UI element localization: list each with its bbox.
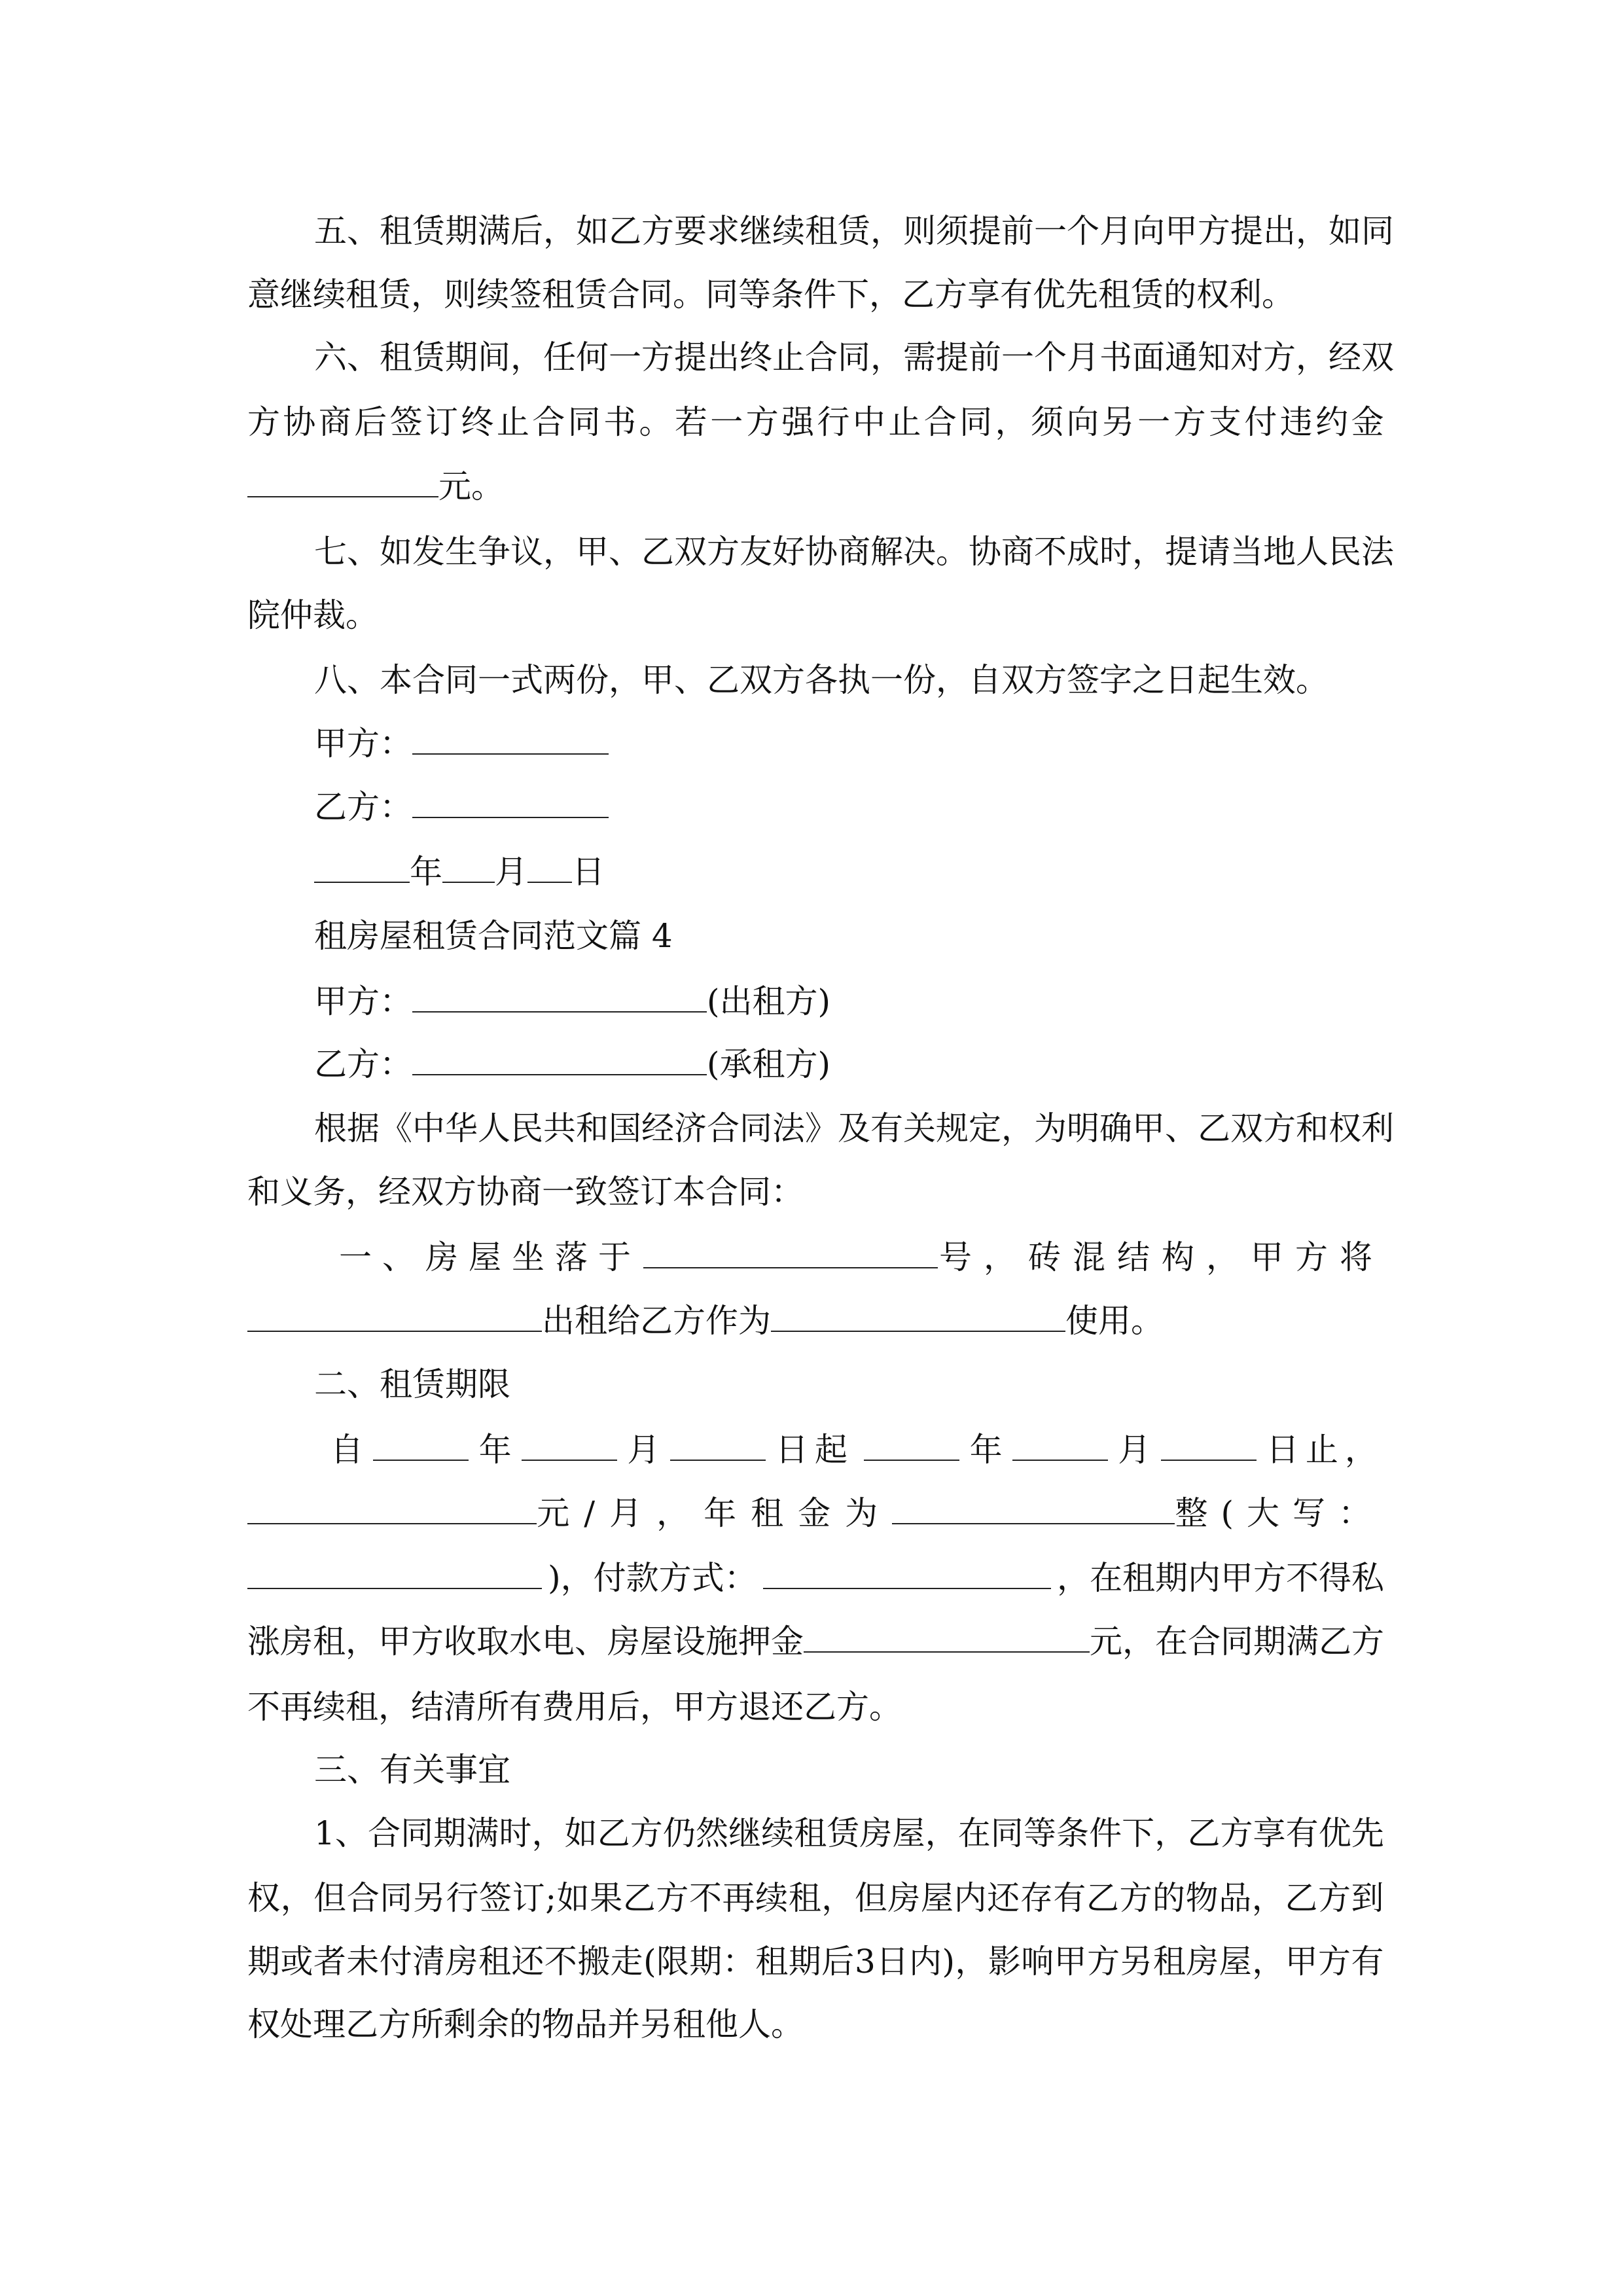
clause-2-title: 二、租赁期限 bbox=[314, 1365, 510, 1403]
party-a-line bbox=[314, 981, 1384, 1020]
term-line bbox=[330, 1429, 1384, 1469]
end-year-blank[interactable] bbox=[864, 1429, 959, 1461]
paragraph-7-line-1: 七 、 如 发 生 争 议 ， 甲 、 乙 双 方 友 好 协 商 解 决 。 协 商 不 成 时 ， 提 请 当 地 人 民 法 bbox=[314, 533, 1394, 571]
clause-3-1-line-2: 权 ， 但 合 同 另 行 签 订 ; 如 果 乙 方 不 再 续 租 ， 但 房 屋 内 还 存 有 乙 方 的 物 品 ， 乙 方 到 bbox=[247, 1879, 1384, 1917]
label: 月 bbox=[495, 853, 527, 891]
label: 元，在合同期满乙方 bbox=[1090, 1623, 1384, 1660]
paragraph-5-line-1: 五 、 租 赁 期 满 后 ， 如 乙 方 要 求 继 续 租 赁 ， 则 须 提 前 一 个 月 向 甲 方 提 出 ， 如 同 bbox=[314, 212, 1394, 250]
address-blank[interactable] bbox=[643, 1237, 938, 1268]
start-month-blank[interactable] bbox=[522, 1429, 617, 1461]
label: )，付款方式： bbox=[548, 1559, 757, 1597]
label: 月 bbox=[1118, 1431, 1151, 1469]
party-a-blank[interactable] bbox=[412, 981, 707, 1013]
label: 乙方： bbox=[314, 788, 412, 826]
clause-3-1-line-1: 1 、 合 同 期 满 时 ， 如 乙 方 仍 然 继 续 租 赁 房 屋 ， 在 同 等 条 件 下 ， 乙 方 享 有 优 先 bbox=[314, 1814, 1384, 1852]
label: 号，砖混结构，甲方将 bbox=[939, 1238, 1384, 1276]
label: 日止， bbox=[1266, 1431, 1384, 1469]
label: 年 bbox=[969, 1431, 1003, 1469]
label: ，在租期内甲方不得私 bbox=[1056, 1559, 1384, 1597]
section-title: 租房屋租赁合同范文篇 4 bbox=[314, 917, 673, 955]
label: 年 bbox=[478, 1431, 512, 1469]
label: (出租方) bbox=[707, 982, 831, 1020]
paragraph-8: 八、本合同一式两份，甲、乙双方各执一份，自双方签字之日起生效。 bbox=[314, 661, 1329, 699]
intro-line-2: 和义务，经双方协商一致签订本合同： bbox=[247, 1173, 804, 1211]
clause-3-1-line-3: 期 或 者 未 付 清 房 租 还 不 搬 走 ( 限 期 ： 租 期 后 3 日 内 ) ， 影 响 甲 方 另 租 房 屋 ， 甲 方 有 bbox=[247, 1943, 1384, 1981]
label: 出租给乙方作为 bbox=[542, 1302, 771, 1340]
label: (承租方) bbox=[707, 1045, 831, 1083]
monthly-rent-blank[interactable] bbox=[247, 1493, 537, 1524]
month-blank[interactable] bbox=[442, 852, 495, 883]
label: 日起 bbox=[775, 1431, 854, 1469]
start-year-blank[interactable] bbox=[373, 1429, 469, 1461]
clause-3-title: 三、有关事宜 bbox=[314, 1751, 510, 1789]
amount-in-words-blank[interactable] bbox=[247, 1558, 542, 1589]
label: 元/月，年租金为 bbox=[537, 1494, 893, 1532]
paragraph-6-line-1: 六 、 租 赁 期 间 ， 任 何 一 方 提 出 终 止 合 同 ， 需 提 前 一 个 月 书 面 通 知 对 方 ， 经 双 bbox=[314, 338, 1394, 376]
penalty-amount-blank[interactable] bbox=[247, 466, 438, 497]
currency-text: 元。 bbox=[438, 467, 504, 505]
label: 使用。 bbox=[1065, 1302, 1164, 1340]
label: 乙方： bbox=[314, 1045, 412, 1083]
sign-party-b bbox=[314, 787, 1384, 826]
deposit-line bbox=[247, 1621, 1384, 1660]
deposit-blank[interactable] bbox=[804, 1621, 1090, 1653]
clause-1-line-2 bbox=[247, 1300, 1384, 1340]
party-b-signature-blank[interactable] bbox=[412, 787, 609, 818]
rent-line bbox=[247, 1493, 1384, 1532]
end-month-blank[interactable] bbox=[1012, 1429, 1108, 1461]
paragraph-6-line-2: 方 协 商 后 签 订 终 止 合 同 书 。 若 一 方 强 行 中 止 合 同 ， 须 向 另 一 方 支 付 违 约 金 bbox=[247, 403, 1384, 441]
paragraph-5-line-2: 意继续租赁，则续签租赁合同。同等条件下，乙方享有优先租赁的权利。 bbox=[247, 276, 1294, 314]
label: 涨房租，甲方收取水电、房屋设施押金 bbox=[247, 1623, 804, 1660]
penalty-line bbox=[247, 466, 1384, 505]
sign-party-a bbox=[314, 723, 1384, 762]
party-a-signature-blank[interactable] bbox=[412, 723, 609, 755]
intro-line-1: 根 据 《 中 华 人 民 共 和 国 经 济 合 同 法 》 及 有 关 规 定 ， 为 明 确 甲 、 乙 双 方 和 权 利 bbox=[314, 1109, 1394, 1147]
property-blank[interactable] bbox=[247, 1300, 542, 1332]
paragraph-7-line-2: 院仲裁。 bbox=[247, 596, 378, 634]
annual-rent-blank[interactable] bbox=[892, 1493, 1175, 1524]
payment-line bbox=[247, 1558, 1384, 1597]
sign-date bbox=[314, 852, 1384, 891]
label: 日 bbox=[572, 853, 605, 891]
label: 甲方： bbox=[314, 725, 412, 762]
start-day-blank[interactable] bbox=[670, 1429, 766, 1461]
clause-1-line-1 bbox=[339, 1237, 1384, 1276]
label: 月 bbox=[627, 1431, 660, 1469]
label: 整(大写： bbox=[1175, 1494, 1384, 1532]
label: 一、房屋坐落于 bbox=[339, 1238, 641, 1276]
refund-line: 不再续租，结清所有费用后，甲方退还乙方。 bbox=[247, 1688, 902, 1726]
label: 甲方： bbox=[314, 982, 412, 1020]
payment-method-blank[interactable] bbox=[763, 1558, 1051, 1589]
end-day-blank[interactable] bbox=[1161, 1429, 1257, 1461]
label: 自 bbox=[330, 1431, 363, 1469]
label: 年 bbox=[410, 853, 442, 891]
year-blank[interactable] bbox=[314, 852, 410, 883]
clause-3-1-line-4: 权处理乙方所剩余的物品并另租他人。 bbox=[247, 2005, 804, 2043]
day-blank[interactable] bbox=[527, 852, 572, 883]
party-b-blank[interactable] bbox=[412, 1044, 707, 1075]
party-b-line bbox=[314, 1044, 1384, 1083]
usage-blank[interactable] bbox=[771, 1300, 1065, 1332]
